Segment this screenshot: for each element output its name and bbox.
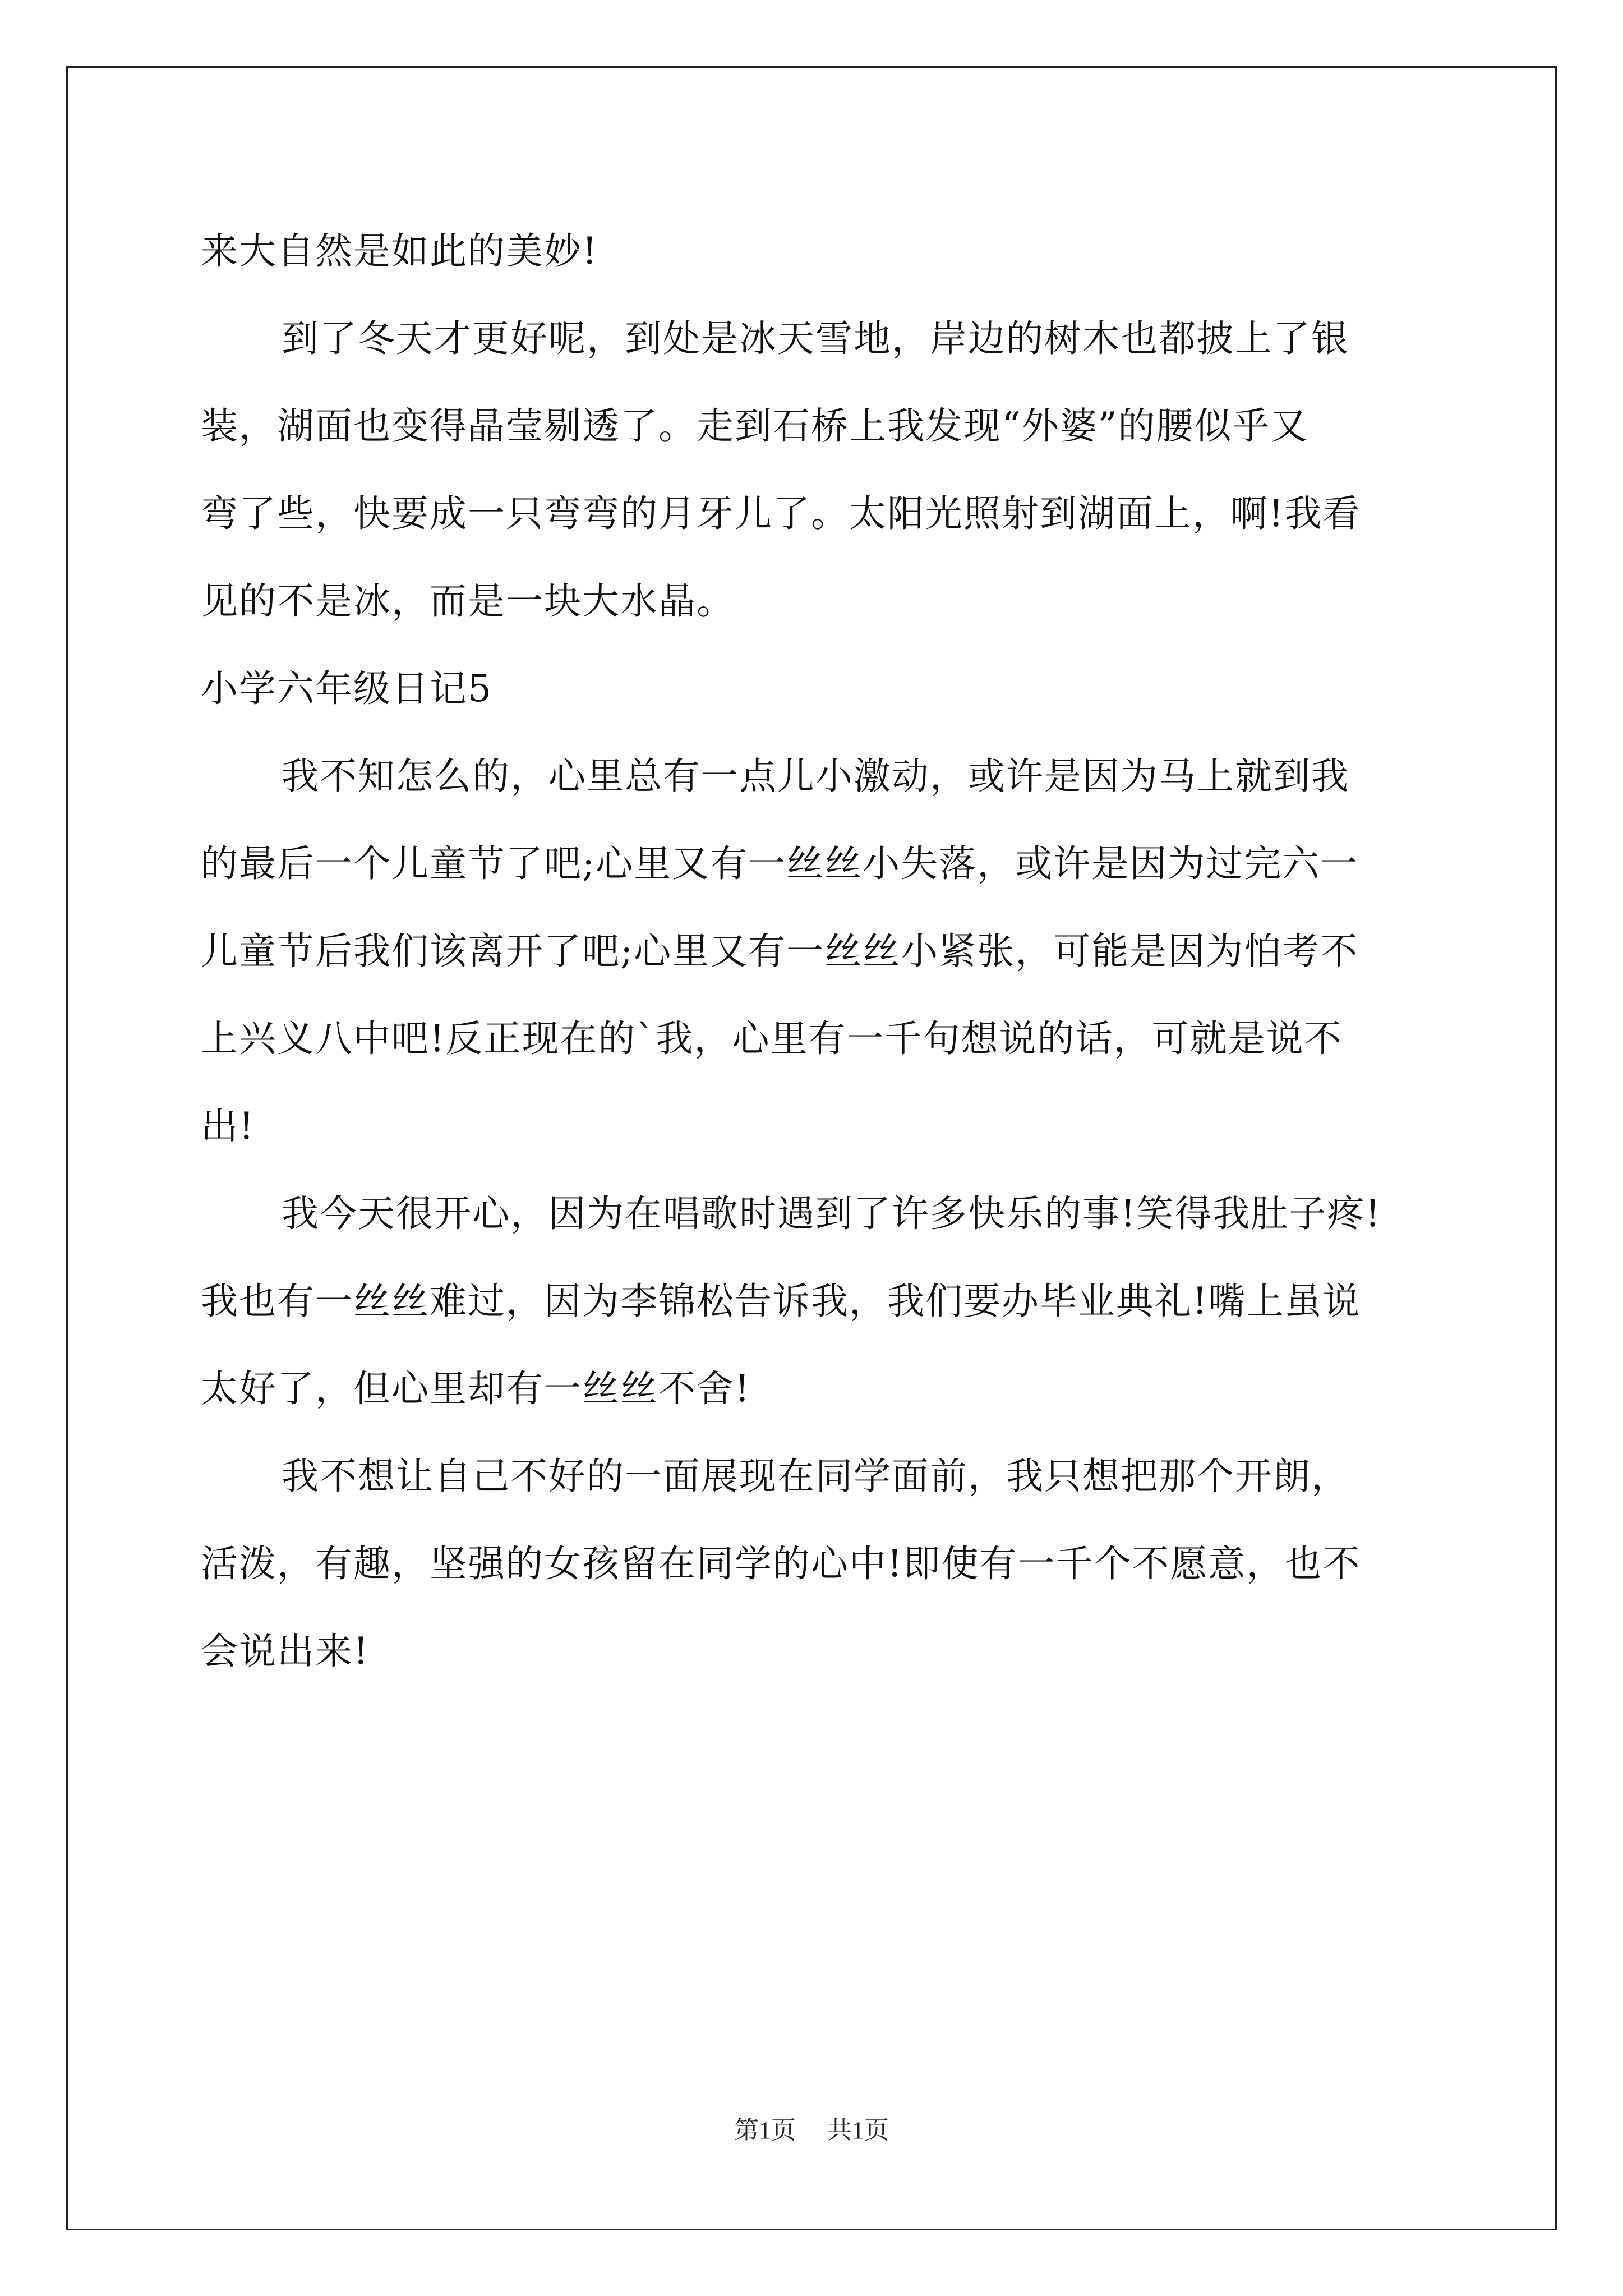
paragraph-line: 到了冬天才更好呢，到处是冰天雪地，岸边的树木也都披上了银 bbox=[282, 317, 1349, 360]
paragraph-line: 我不知怎么的，心里总有一点儿小激动，或许是因为马上就到我 bbox=[282, 754, 1349, 798]
paragraph-line: 儿童节后我们该离开了吧;心里又有一丝丝小紧张，可能是因为怕考不 bbox=[201, 930, 1359, 973]
paragraph-line: 的最后一个儿童节了吧;心里又有一丝丝小失落，或许是因为过完六一 bbox=[201, 842, 1359, 885]
paragraph-line: 活泼，有趣，坚强的女孩留在同学的心中!即使有一千个不愿意，也不 bbox=[201, 1542, 1361, 1585]
paragraph-line: 见的不是冰，而是一块大水晶。 bbox=[201, 579, 735, 623]
paragraph-line: 出! bbox=[201, 1105, 255, 1148]
paragraph-line: 会说出来! bbox=[201, 1630, 370, 1673]
section-heading: 小学六年级日记5 bbox=[201, 667, 492, 710]
paragraph-line: 来大自然是如此的美妙! bbox=[201, 229, 598, 273]
paragraph-line: 我也有一丝丝难过，因为李锦松告诉我，我们要办毕业典礼!嘴上虽说 bbox=[201, 1280, 1361, 1323]
page-number: 第1页 bbox=[734, 2116, 796, 2144]
paragraph-line: 上兴义八中吧!反正现在的`我，心里有一千句想说的话，可就是说不 bbox=[201, 1017, 1343, 1060]
page-footer bbox=[0, 2114, 1623, 2147]
document-body bbox=[201, 208, 1429, 1695]
paragraph-line: 弯了些，快要成一只弯弯的月牙儿了。太阳光照射到湖面上，啊!我看 bbox=[201, 492, 1361, 535]
paragraph-line: 我今天很开心，因为在唱歌时遇到了许多快乐的事!笑得我肚子疼! bbox=[282, 1192, 1382, 1235]
page-total: 共1页 bbox=[827, 2116, 889, 2144]
paragraph-line: 装，湖面也变得晶莹剔透了。走到石桥上我发现“外婆”的腰似乎又 bbox=[201, 404, 1309, 448]
paragraph-line: 我不想让自己不好的一面展现在同学面前，我只想把那个开朗， bbox=[282, 1455, 1349, 1498]
paragraph-line: 太好了，但心里却有一丝丝不舍! bbox=[201, 1367, 751, 1410]
